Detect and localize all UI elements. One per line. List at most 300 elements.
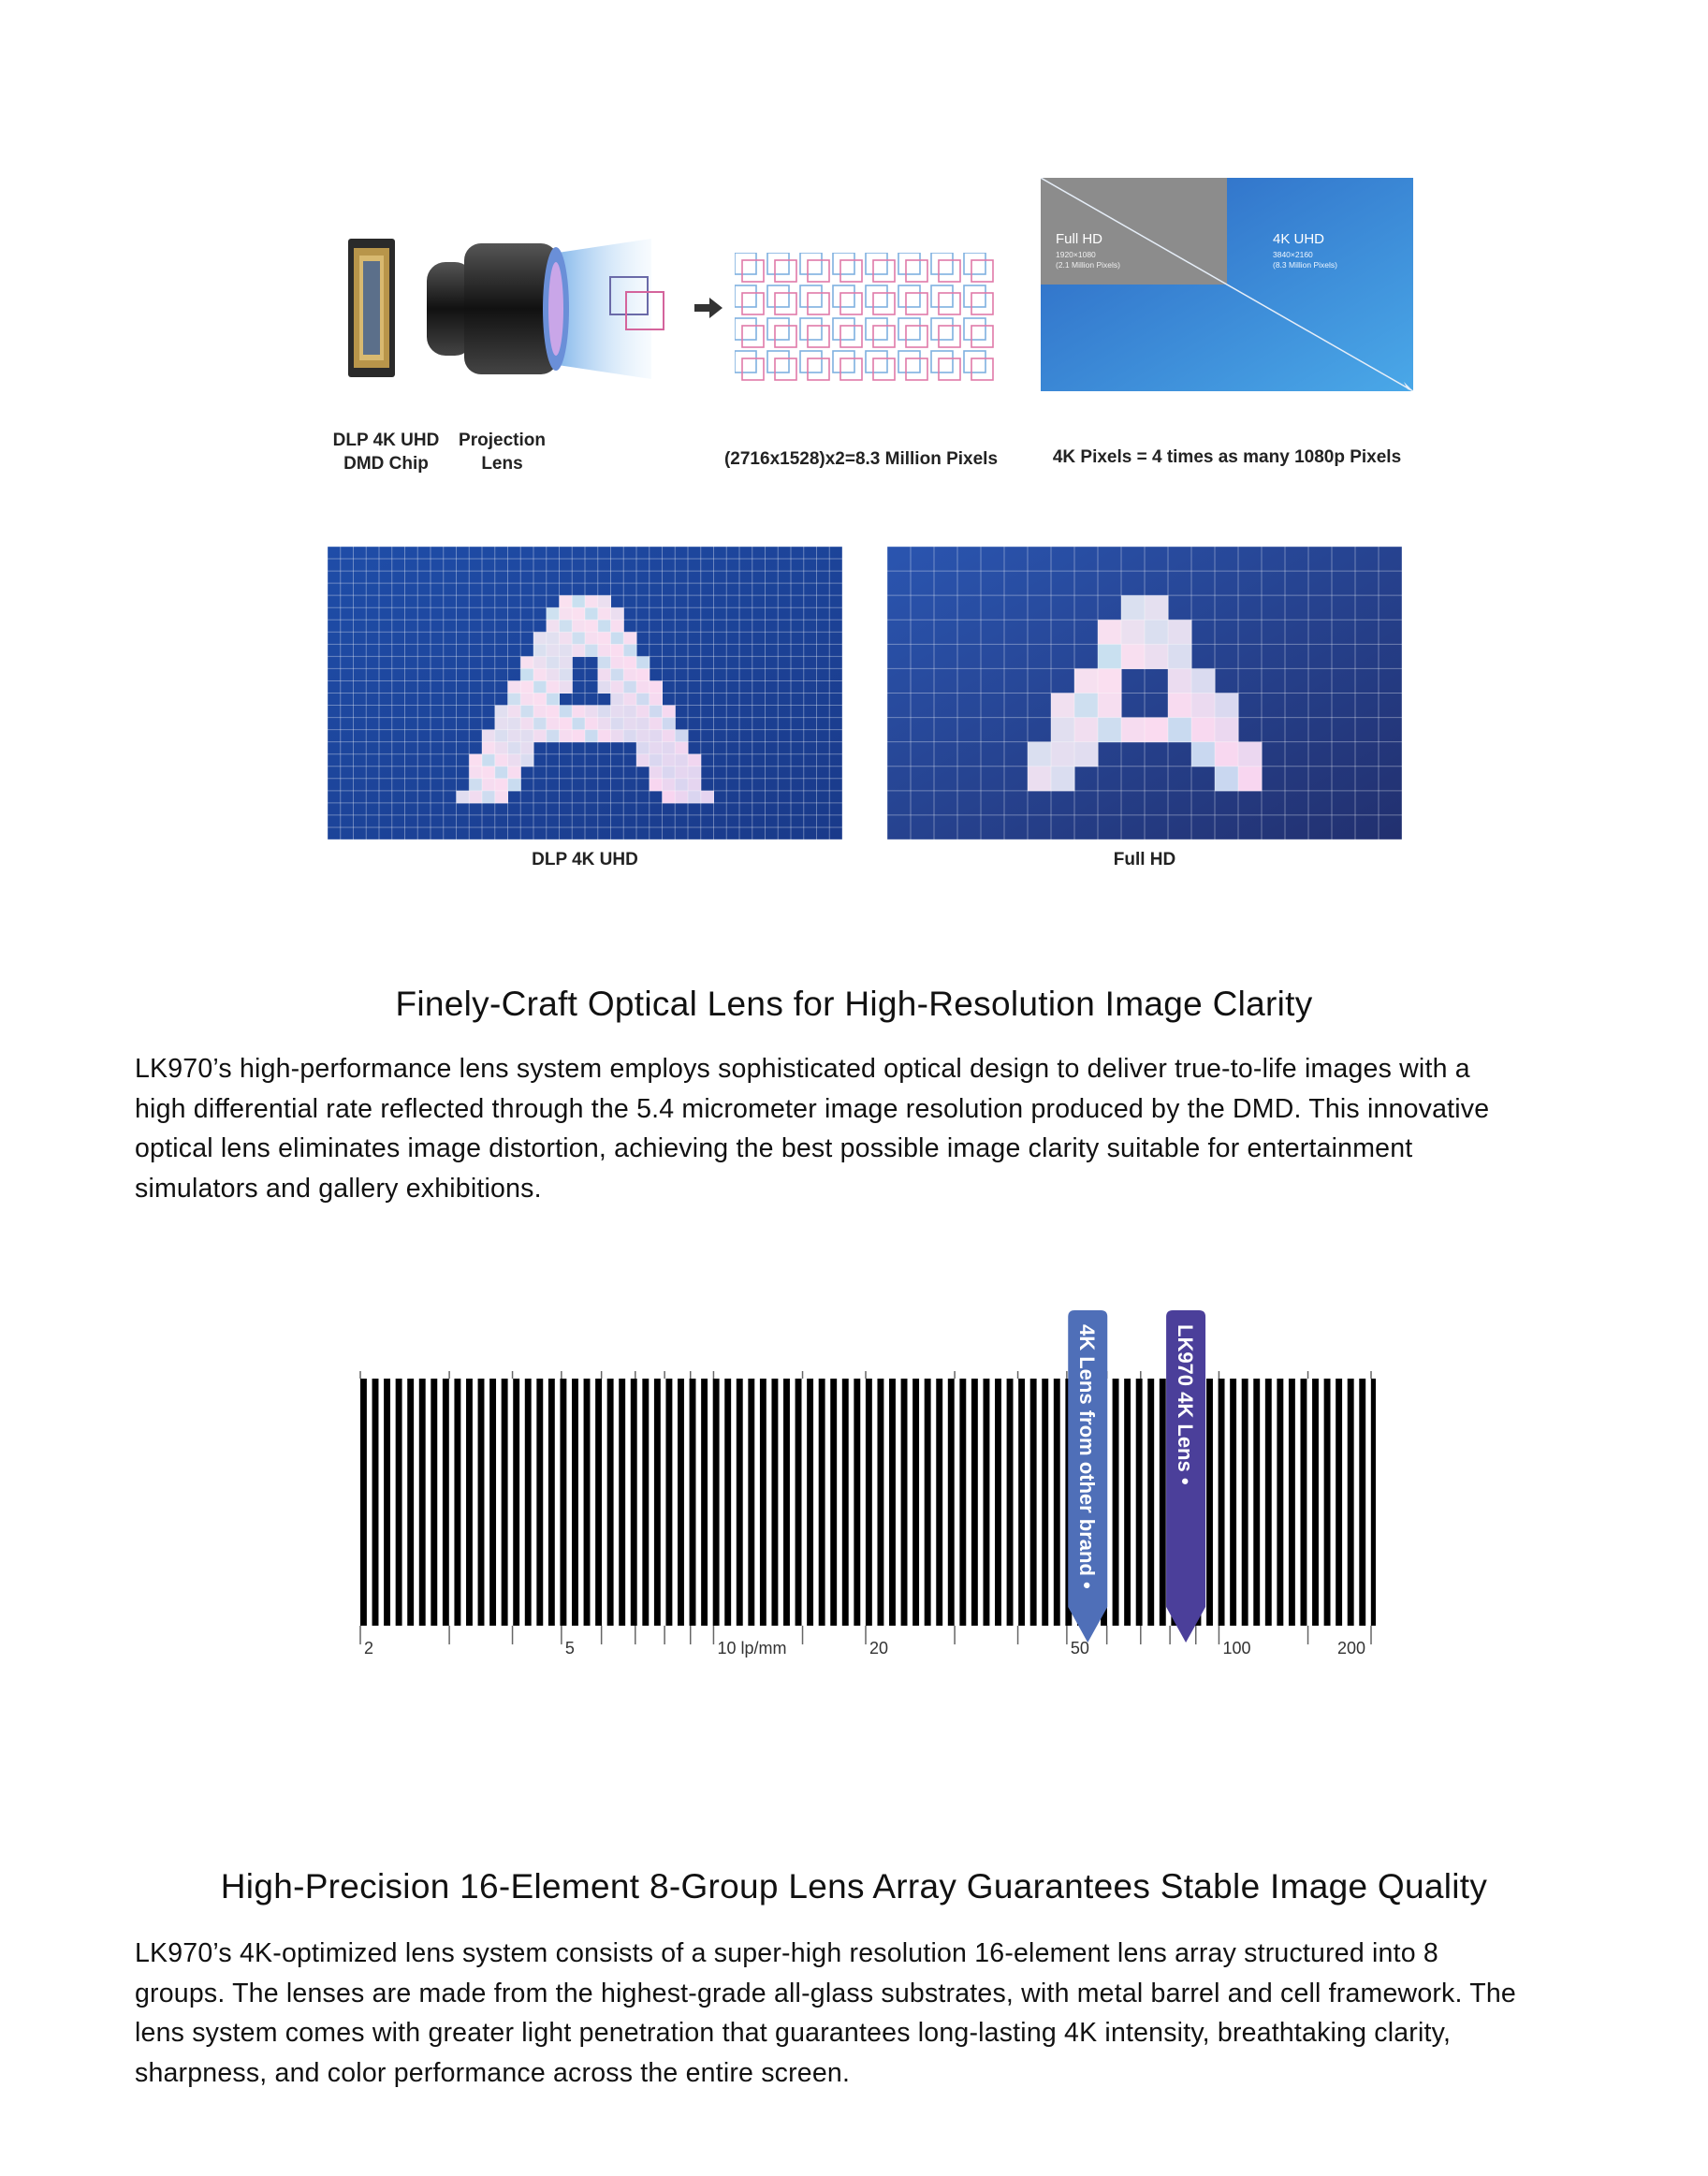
test-bar [372,1379,379,1626]
letter-pixel [520,706,533,719]
pixel-square-pink [808,260,829,282]
letter-pixel [547,706,560,719]
letter-pixel [547,718,560,731]
letter-pixel [1168,694,1192,719]
test-bar [1147,1379,1154,1626]
section1-body-line: LK970’s high-performance lens system employs sophisticated optical design to deliver true-to-life images with a [135,1054,1470,1084]
scale-label: 50 [1070,1639,1089,1658]
letter-pixel [1168,668,1192,694]
test-bar [842,1379,849,1626]
letter-pixel [623,706,636,719]
letter-pixel [520,730,533,743]
dmd-chip-graphic [348,239,395,377]
letter-pixel [598,668,611,681]
test-bar [1253,1379,1260,1626]
letter-pixel [533,706,547,719]
letter-pixel [495,754,508,767]
test-bar [1289,1379,1295,1626]
letter-pixel [611,730,624,743]
pixel-square-pink [939,293,960,314]
test-bar [1054,1379,1060,1626]
letter-pixel [1168,644,1192,669]
letter-pixel [663,791,676,804]
letter-pixel [675,767,688,780]
letter-pixel [508,718,521,731]
pixel-square-blue [800,285,822,307]
projection-lens-graphic [427,234,689,384]
letter-pixel [457,791,470,804]
letter-pixel [598,730,611,743]
test-bar [877,1379,883,1626]
test-bar [1324,1379,1331,1626]
test-bar [807,1379,813,1626]
letter-pixel [1098,620,1122,645]
pixel-square-blue [735,318,756,340]
test-bar [665,1379,672,1626]
pixel-square-pink [971,358,993,380]
letter-pixel [650,730,663,743]
test-bar [713,1379,720,1626]
test-bar [525,1379,532,1626]
letter-pixel [1168,718,1192,743]
test-bar [1336,1379,1342,1626]
letter-pixel [585,644,598,657]
letter-pixel [688,791,701,804]
letter-pixel [1145,718,1169,743]
letter-pixel [1051,694,1075,719]
section2-body-line: LK970’s 4K-optimized lens system consists of a super-high resolution 16-element lens array structured into 8 [135,1938,1438,1968]
letter-pixel [547,668,560,681]
test-bar [901,1379,908,1626]
letter-pixel [611,656,624,669]
letter-pixel [650,767,663,780]
letter-pixel [572,718,585,731]
test-bar [360,1379,367,1626]
pixel-square-pink [906,358,927,380]
test-bar [748,1379,754,1626]
letter-pixel [469,767,482,780]
test-bar [1371,1379,1376,1626]
letter-pixel [675,730,688,743]
letter-pixel [533,680,547,694]
test-bar [971,1379,978,1626]
letter-pixel [1074,718,1099,743]
letter-pixel [611,668,624,681]
pixel-square-pink [971,293,993,314]
letter-pixel [598,595,611,608]
test-bar [1206,1379,1213,1626]
test-bar [431,1379,437,1626]
lens-caption-line1: Projection [459,431,546,450]
letter-pixel [533,644,547,657]
letter-pixel [495,706,508,719]
letter-pixel [547,694,560,707]
pixel-square-blue [767,351,789,372]
letter-pixel [547,620,560,633]
test-bar [1348,1379,1354,1626]
letter-pixel [520,742,533,755]
letter-pixel [1028,767,1052,792]
pixel-square-blue [833,253,854,274]
letter-pixel [1238,767,1263,792]
letter-pixel [663,754,676,767]
letter-pixel [560,656,573,669]
test-bar [1042,1379,1048,1626]
letter-pixel [533,718,547,731]
section1-title: Finely-Craft Optical Lens for High-Resolution Image Clarity [395,985,1313,1023]
letter-pixel [611,680,624,694]
scale-label: 200 [1337,1639,1366,1658]
letter-pixel [560,706,573,719]
test-bar [1113,1379,1119,1626]
letter-pixel [623,644,636,657]
pixel-square-pink [906,260,927,282]
letter-pixel [1191,742,1216,767]
letter-pixel [572,595,585,608]
letter-pixel [547,607,560,621]
letter-pixel [547,680,560,694]
letter-pixel [1121,595,1146,621]
letter-pixel [688,779,701,792]
fullhd-pixel-count: (2.1 Million Pixels) [1056,260,1120,270]
letter-pixel [585,718,598,731]
letter-pixel [675,754,688,767]
letter-pixel [663,779,676,792]
letter-pixel [663,730,676,743]
pixel-square-pink [808,293,829,314]
letter-pixel [1215,694,1239,719]
test-bar [1160,1379,1166,1626]
letter-pixel [533,668,547,681]
letter-pixel [585,607,598,621]
letter-pixel [650,779,663,792]
test-bar [936,1379,942,1626]
scale-label: 5 [564,1639,575,1658]
letter-pixel [572,607,585,621]
uhd-grid-caption: DLP 4K UHD [532,850,638,869]
letter-pixel [1051,767,1075,792]
letter-pixel [560,644,573,657]
chip-caption-line1: DLP 4K UHD [332,431,440,450]
uhd-pixel-grid [328,547,842,840]
letter-pixel [663,706,676,719]
pixel-square-blue [964,318,985,340]
test-bar [489,1379,496,1626]
letter-pixel [495,767,508,780]
pixel-square-pink [808,358,829,380]
letter-pixel [675,779,688,792]
letter-pixel [1121,620,1146,645]
letter-pixel [533,694,547,707]
letter-pixel [520,680,533,694]
uhd-pixel-count: (8.3 Million Pixels) [1273,260,1337,270]
letter-pixel [623,668,636,681]
letter-pixel [1074,694,1099,719]
letter-pixel [482,767,495,780]
test-bar [678,1379,684,1626]
pixel-square-blue [931,351,953,372]
test-bar [912,1379,919,1626]
pixel-square-blue [767,285,789,307]
test-bar [560,1379,566,1626]
test-bar [1007,1379,1014,1626]
letter-pixel [495,742,508,755]
letter-pixel [560,632,573,645]
test-bar [443,1379,449,1626]
pixel-square-blue [833,318,854,340]
section1-body-line: simulators and gallery exhibitions. [135,1174,542,1205]
letter-pixel [1121,644,1146,669]
letter-pixel [636,730,650,743]
pixel-square-pink [939,326,960,347]
test-bar [783,1379,790,1626]
letter-pixel [585,595,598,608]
letter-pixel [1145,644,1169,669]
letter-pixel [585,706,598,719]
section2-body-line: groups. The lenses are made from the highest-grade all-glass substrates, with metal barrel and cell framework. The [135,1978,1516,2008]
letter-pixel [508,742,521,755]
test-bar [1018,1379,1025,1626]
letter-pixel [650,754,663,767]
letter-pixel [547,632,560,645]
pixel-square-blue [866,318,887,340]
pixel-square-blue [833,285,854,307]
letter-pixel [598,607,611,621]
pixel-square-pink [840,358,862,380]
letter-pixel [520,656,533,669]
test-bar [724,1379,731,1626]
letter-pixel [611,694,624,707]
lens-caption [453,429,551,475]
letter-pixel [675,742,688,755]
pixel-square-blue [898,351,920,372]
section2-title: High-Precision 16-Element 8-Group Lens Array Guarantees Stable Image Quality [220,1867,1488,1906]
scale-label: 20 [869,1639,889,1658]
letter-pixel [495,718,508,731]
test-bar [690,1379,696,1626]
letter-pixel [598,718,611,731]
test-bar [396,1379,402,1626]
letter-pixel [585,620,598,633]
test-bar [1230,1379,1236,1626]
letter-pixel [623,730,636,743]
other-brand-marker [1068,1310,1107,1643]
test-bar [419,1379,426,1626]
pixel-square-blue [931,285,953,307]
letter-pixel [572,706,585,719]
pixel-square-blue [735,351,756,372]
arrow-right-icon [694,298,723,318]
letter-pixel [611,706,624,719]
test-bar [819,1379,825,1626]
letter-pixel [1168,620,1192,645]
test-bar [1242,1379,1248,1626]
letter-pixel [560,730,573,743]
test-bar [1124,1379,1131,1626]
letter-pixel [547,644,560,657]
letter-pixel [611,644,624,657]
scale-label: 2 [364,1639,374,1658]
section1-body [135,1049,1595,1209]
letter-pixel [650,718,663,731]
pixel-square-blue [898,253,920,274]
test-bar [959,1379,966,1626]
letter-pixel [636,656,650,669]
chip-caption [318,429,454,475]
pixel-square-pink [775,326,796,347]
pixel-square-pink [971,326,993,347]
pixel-square-blue [800,318,822,340]
letter-pixel [1215,767,1239,792]
letter-pixel [520,694,533,707]
pixel-square-pink [906,326,927,347]
letter-pixel [508,694,521,707]
letter-pixel [560,680,573,694]
letter-pixel [636,718,650,731]
test-bar [1301,1379,1307,1626]
pixel-square-blue [931,253,953,274]
section1-body-line: optical lens eliminates image distortion, achieving the best possible image clarity suitable for entertainment [135,1133,1413,1164]
pixel-square-blue [866,285,887,307]
pixel-square-pink [906,293,927,314]
letter-pixel [495,791,508,804]
pixel-square-pink [742,293,764,314]
letter-pixel [1074,742,1099,767]
letter-pixel [508,767,521,780]
letter-pixel [663,767,676,780]
test-bar [502,1379,508,1626]
letter-pixel [650,680,663,694]
test-bar [1219,1379,1225,1626]
letter-pixel [469,779,482,792]
letter-pixel [636,668,650,681]
letter-pixel [520,754,533,767]
letter-pixel [547,656,560,669]
test-bar [983,1379,989,1626]
letter-pixel [1074,668,1099,694]
pixel-shift-caption: (2716x1528)x2=8.3 Million Pixels [723,449,999,469]
test-bar [642,1379,649,1626]
letter-pixel [482,730,495,743]
pixel-square-pink [939,358,960,380]
test-bar [854,1379,860,1626]
letter-pixel [1098,694,1122,719]
letter-pixel [560,668,573,681]
pixel-square-pink [873,293,895,314]
pixel-square-blue [735,285,756,307]
fullhd-pixel-grid [887,547,1402,840]
fullhd-grid-caption: Full HD [1113,850,1176,869]
letter-pixel [611,607,624,621]
resolution-comparison-panel [1041,178,1413,391]
letter-pixel [508,730,521,743]
letter-pixel [650,706,663,719]
resolution-test-chart [356,1306,1376,1661]
letter-pixel [1098,668,1122,694]
test-bar [771,1379,778,1626]
letter-pixel [623,656,636,669]
letter-pixel [636,742,650,755]
letter-pixel [623,680,636,694]
letter-pixel [636,680,650,694]
pixel-square-pink [873,260,895,282]
letter-pixel [598,632,611,645]
test-bar [407,1379,414,1626]
letter-pixel [598,620,611,633]
letter-pixel [508,754,521,767]
pixel-square-blue [964,253,985,274]
letter-pixel [1215,742,1239,767]
test-bar [1136,1379,1143,1626]
test-bar [948,1379,955,1626]
letter-pixel [611,632,624,645]
test-bar [760,1379,766,1626]
test-bar [584,1379,591,1626]
letter-pixel [1145,620,1169,645]
section2-body-line: sharpness, and color performance across the entire screen. [135,2058,851,2089]
pixel-square-pink [873,358,895,380]
test-bar [1359,1379,1365,1626]
letter-pixel [547,730,560,743]
section1-body-line: high differential rate reflected through the 5.4 micrometer image resolution produced by the DMD. This innovative [135,1093,1490,1124]
pixel-square-pink [775,358,796,380]
letter-pixel [598,706,611,719]
letter-pixel [598,644,611,657]
section2-body-line: lens system comes with greater light penetration that guarantees long-lasting 4K intensity, breathtaking clarity, [135,2018,1452,2049]
letter-pixel [560,620,573,633]
letter-pixel [533,632,547,645]
fullhd-label: Full HD [1056,231,1103,247]
scale-label: 100 [1222,1639,1251,1658]
test-bar [454,1379,460,1626]
pixel-square-blue [964,285,985,307]
pixel-square-pink [742,326,764,347]
pixel-square-blue [800,253,822,274]
pixel-square-blue [767,253,789,274]
pixel-square-pink [840,260,862,282]
letter-pixel [560,607,573,621]
letter-pixel [623,718,636,731]
pixel-square-pink [742,260,764,282]
test-bar [1030,1379,1037,1626]
pixel-square-blue [767,318,789,340]
letter-pixel [688,767,701,780]
letter-pixel [572,644,585,657]
letter-pixel [585,632,598,645]
test-bar [995,1379,1001,1626]
letter-pixel [611,620,624,633]
letter-pixel [701,791,714,804]
resolution-compare-caption: 4K Pixels = 4 times as many 1080p Pixels [1052,447,1402,467]
pixel-square-blue [898,318,920,340]
letter-pixel [1051,718,1075,743]
section2-body [135,1934,1595,2094]
letter-pixel [1121,718,1146,743]
letter-pixel [572,632,585,645]
test-bar [513,1379,519,1626]
test-bar [572,1379,578,1626]
pixel-square-blue [931,318,953,340]
letter-pixel [495,730,508,743]
letter-pixel [560,595,573,608]
letter-pixel [1191,718,1216,743]
test-bar [1312,1379,1319,1626]
other-brand-marker-label: 4K Lens from other brand • [1075,1324,1100,1589]
scale-label: 10 lp/mm [717,1639,787,1658]
test-bar [701,1379,708,1626]
test-bar [889,1379,896,1626]
pixel-square-blue [833,351,854,372]
